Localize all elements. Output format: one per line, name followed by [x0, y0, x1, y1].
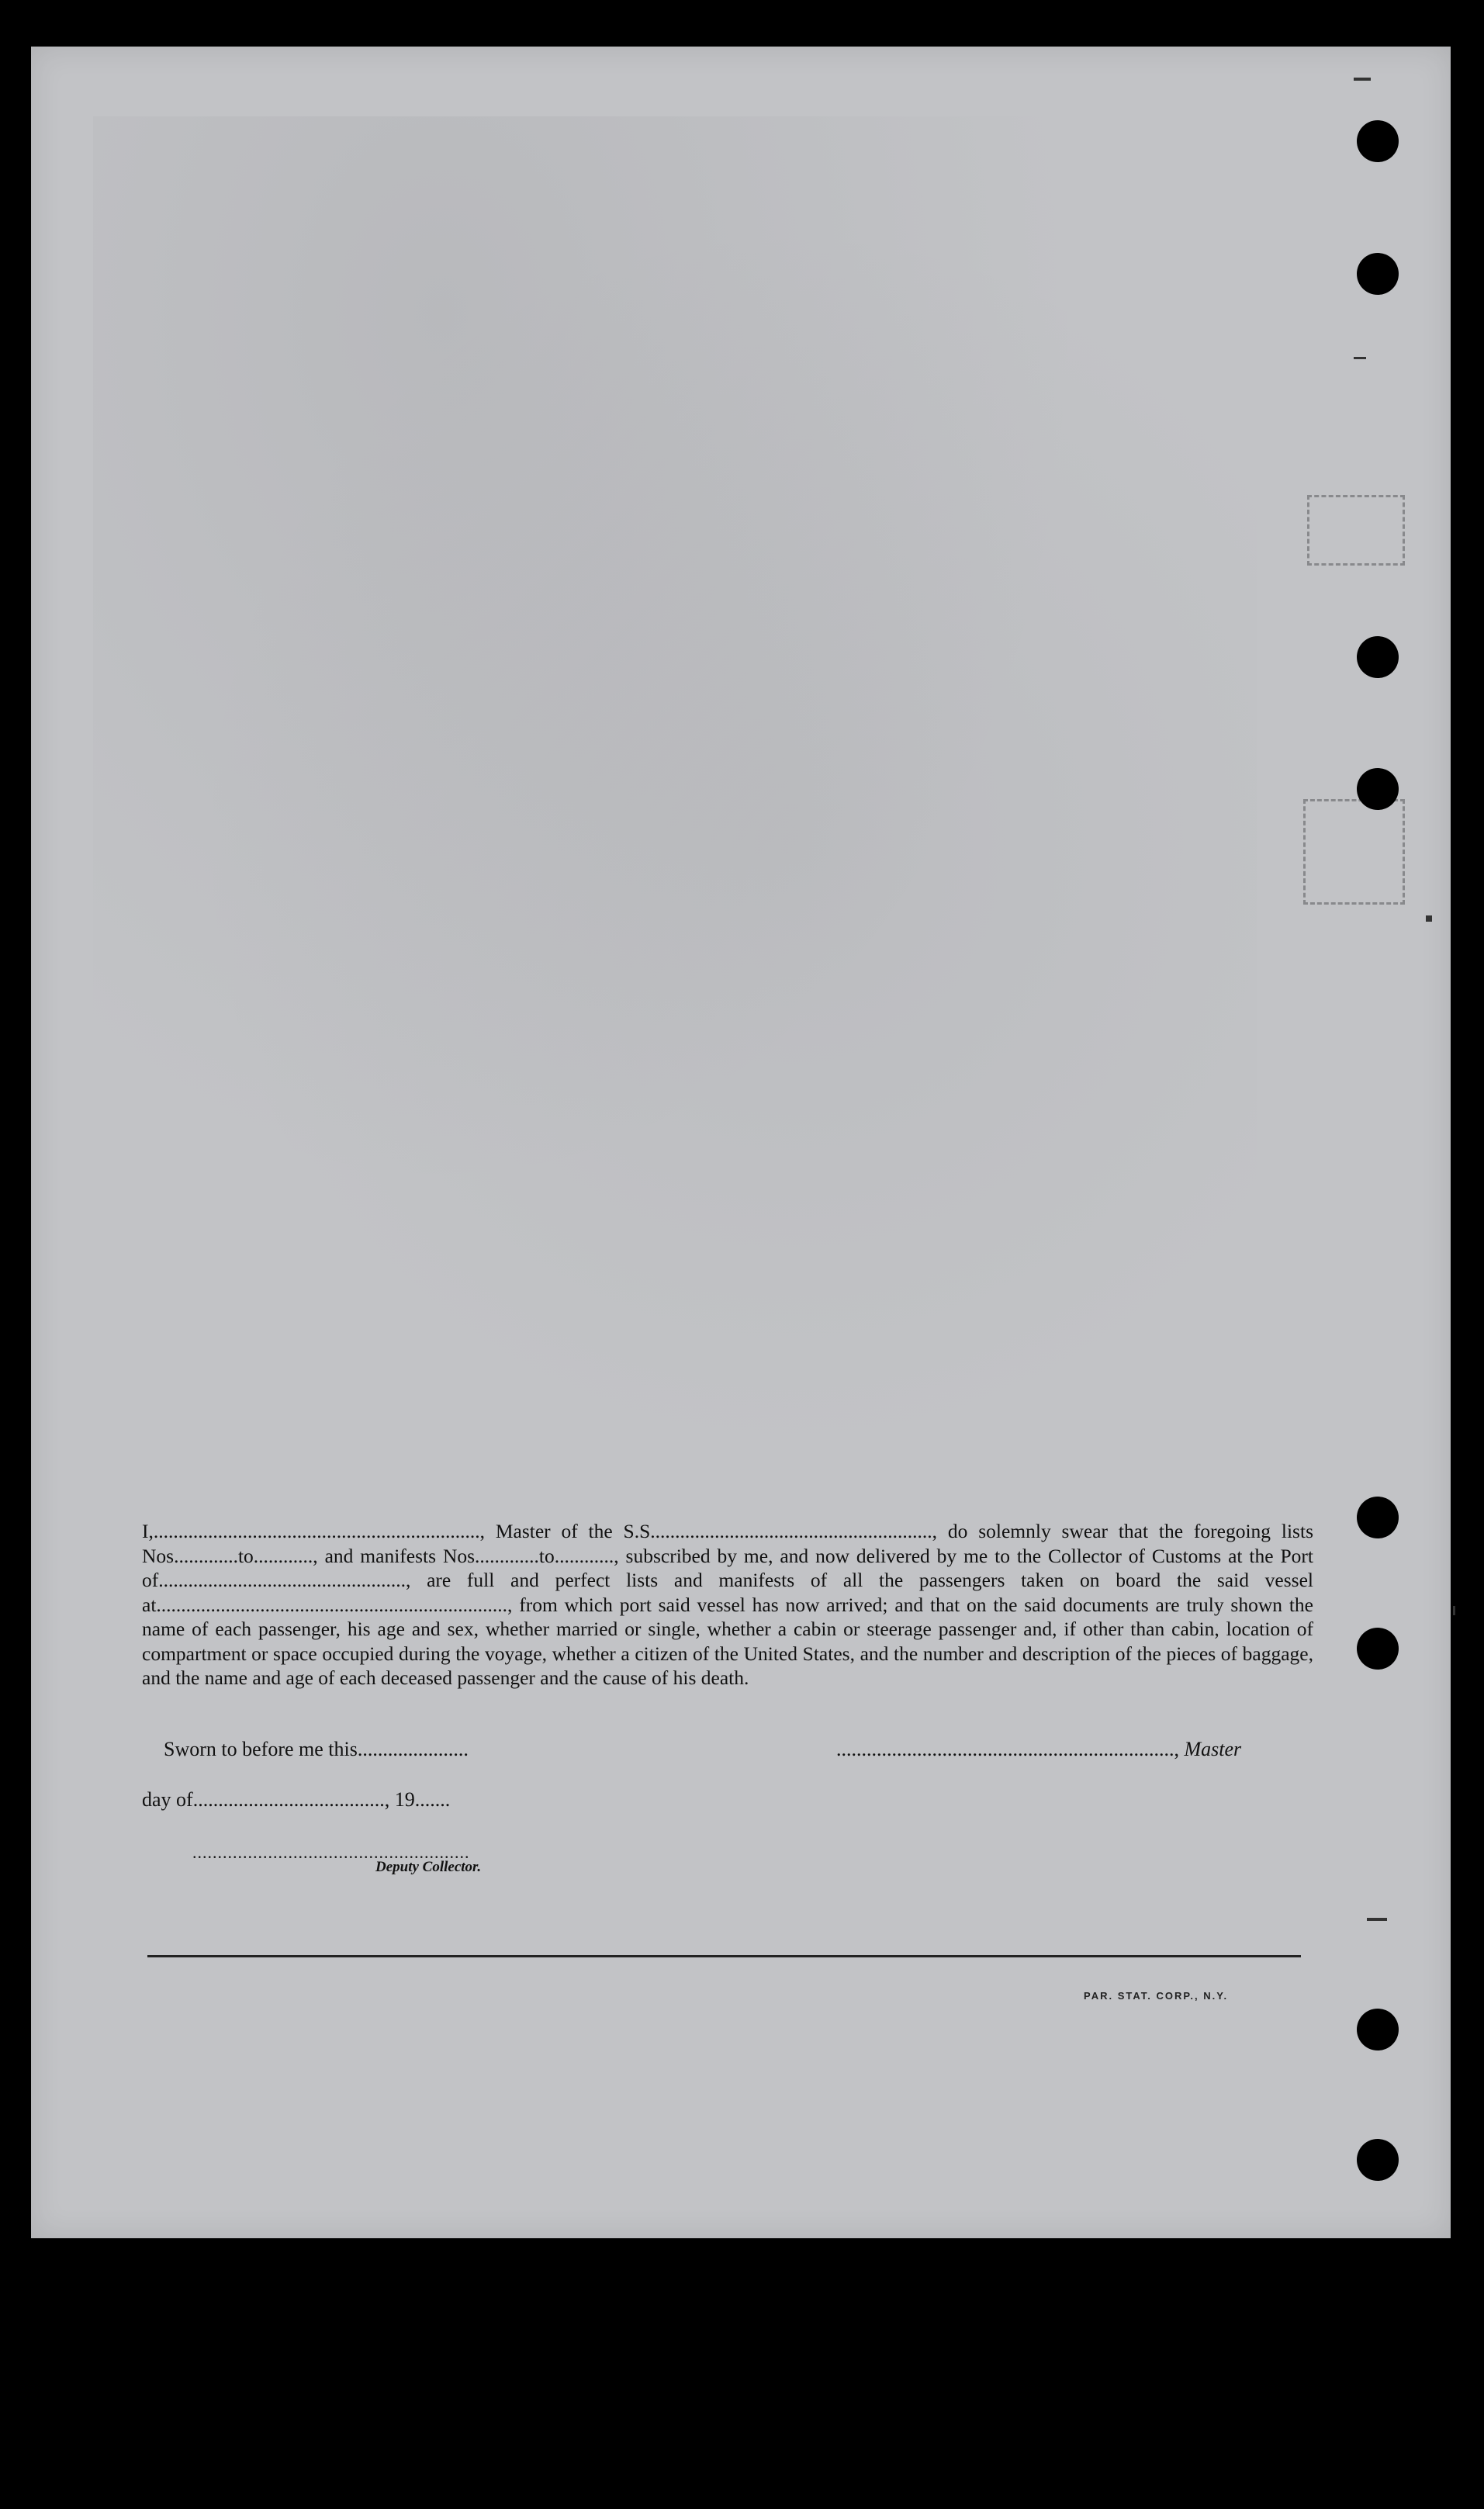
punch-hole	[1357, 768, 1399, 810]
bleed-through-shadow	[93, 116, 1257, 1435]
horizontal-rule	[147, 1955, 1301, 1957]
sworn-line: Sworn to before me this......................	[164, 1738, 469, 1760]
punch-hole	[1357, 1628, 1399, 1670]
punch-hole	[1357, 120, 1399, 162]
margin-mark	[1354, 357, 1366, 359]
day-of-line: day of......................................, 19.......	[142, 1788, 451, 1811]
margin-mark	[1354, 78, 1371, 81]
margin-mark	[1453, 1606, 1455, 1615]
master-oath-paragraph	[142, 1519, 1313, 1691]
master-signature-line: ..................................................................., Master	[836, 1738, 1242, 1760]
archive-stamp-top	[1307, 495, 1405, 566]
printer-mark: PAR. STAT. CORP., N.Y.	[1084, 1990, 1229, 2002]
punch-hole	[1357, 1497, 1399, 1538]
punch-hole	[1357, 253, 1399, 295]
oath-text: I,.................................................................., Master of the S.S........................................................., do solemnly swear that the foregoing lists Nos.............to............, and manifests Nos.............to............, subscribed by me, and now delivered by me to the Collector of Customs at the Port of.................................................., are full and perfect lists and manifests of all the passengers taken on board the said vessel at......................................................................., from which port said vessel has now arrived; and that on the said documents are truly shown the name of each passenger, his age and sex, whether married or single, whether a cabin or steerage passenger and, if other than cabin, location of compartment or space occupied during the voyage, whether a citizen of the United States, and the number and description of the pieces of baggage, and the name and age of each deceased passenger and the cause of his death.	[142, 1520, 1313, 1689]
punch-hole	[1357, 2139, 1399, 2181]
master-label: Master	[1184, 1738, 1242, 1760]
margin-mark	[1426, 915, 1432, 922]
punch-hole	[1357, 2009, 1399, 2050]
archive-stamp-bottom	[1303, 799, 1405, 905]
deputy-signature-line: .......................................................	[192, 1843, 470, 1862]
punch-hole	[1357, 636, 1399, 678]
margin-mark	[1367, 1918, 1387, 1921]
deputy-collector-label: Deputy Collector.	[375, 1859, 482, 1875]
document-page	[31, 47, 1451, 2238]
